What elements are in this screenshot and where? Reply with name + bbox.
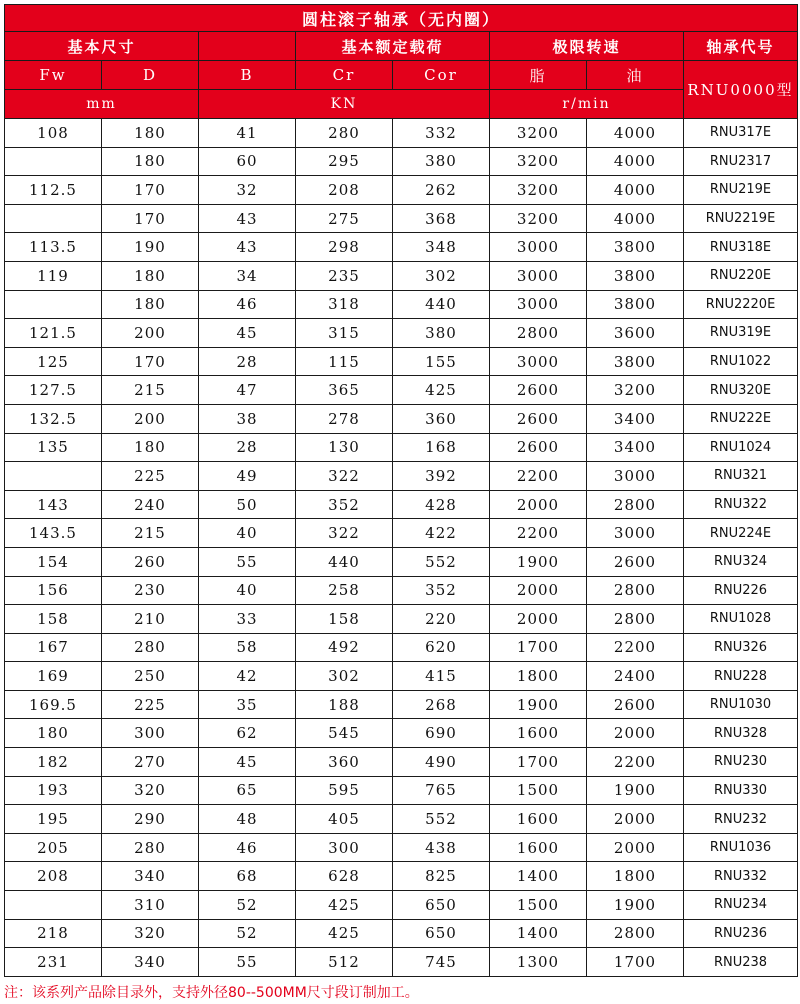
cell-cor: 220 [393, 605, 490, 634]
cell-cor: 620 [393, 633, 490, 662]
blank-header [199, 32, 296, 61]
cell-oil: 3800 [587, 233, 684, 262]
cell-fw: 121.5 [5, 319, 102, 348]
cell-oil: 2800 [587, 919, 684, 948]
cell-fw: 169 [5, 662, 102, 691]
cell-d: 190 [102, 233, 199, 262]
cell-cor: 332 [393, 119, 490, 148]
cell-cor: 552 [393, 547, 490, 576]
cell-fw: 208 [5, 862, 102, 891]
cell-d: 340 [102, 862, 199, 891]
table-row [5, 204, 798, 233]
cell-cor: 440 [393, 290, 490, 319]
cell-cr: 440 [296, 547, 393, 576]
load-rating-header: 基本额定载荷 [296, 32, 490, 61]
cell-grease: 1500 [490, 776, 587, 805]
cell-cr: 298 [296, 233, 393, 262]
cell-fw: 158 [5, 605, 102, 634]
cell-d: 320 [102, 776, 199, 805]
cell-oil: 1900 [587, 776, 684, 805]
table-row [5, 605, 798, 634]
cell-grease: 2600 [490, 433, 587, 462]
cell-cr: 425 [296, 891, 393, 920]
table-row [5, 519, 798, 548]
cell-code: RNU324 [684, 547, 798, 576]
cell-code: RNU224E [684, 519, 798, 548]
cell-code: RNU222E [684, 404, 798, 433]
cell-oil: 4000 [587, 147, 684, 176]
cell-b: 42 [199, 662, 296, 691]
cell-cr: 115 [296, 347, 393, 376]
cell-fw: 169.5 [5, 690, 102, 719]
cell-d: 270 [102, 748, 199, 777]
cell-b: 34 [199, 261, 296, 290]
table-row [5, 233, 798, 262]
cell-b: 47 [199, 376, 296, 405]
table-row [5, 919, 798, 948]
cell-oil: 2400 [587, 662, 684, 691]
bearing-table [4, 4, 798, 977]
cell-grease: 1400 [490, 862, 587, 891]
cell-code: RNU319E [684, 319, 798, 348]
cell-cr: 492 [296, 633, 393, 662]
cell-grease: 3200 [490, 119, 587, 148]
series-header: RNU0000型 [684, 61, 798, 119]
cell-cr: 158 [296, 605, 393, 634]
cell-b: 35 [199, 690, 296, 719]
cell-cor: 268 [393, 690, 490, 719]
cell-oil: 2800 [587, 490, 684, 519]
cell-code: RNU228 [684, 662, 798, 691]
unit-header-row [5, 90, 798, 119]
cell-oil: 3600 [587, 319, 684, 348]
table-row [5, 404, 798, 433]
cell-fw: 167 [5, 633, 102, 662]
cell-b: 43 [199, 233, 296, 262]
cell-fw: 143.5 [5, 519, 102, 548]
cell-fw: 231 [5, 948, 102, 977]
cell-d: 180 [102, 147, 199, 176]
oil-header: 油 [587, 61, 684, 90]
cell-d: 180 [102, 261, 199, 290]
cell-fw: 154 [5, 547, 102, 576]
cell-cr: 302 [296, 662, 393, 691]
cell-fw: 127.5 [5, 376, 102, 405]
cell-fw: 113.5 [5, 233, 102, 262]
cor-header: Cor [393, 61, 490, 90]
cell-code: RNU326 [684, 633, 798, 662]
cell-d: 230 [102, 576, 199, 605]
cell-cor: 368 [393, 204, 490, 233]
cell-fw [5, 204, 102, 233]
speed-limit-header: 极限转速 [490, 32, 684, 61]
cell-b: 40 [199, 576, 296, 605]
cell-oil: 2000 [587, 805, 684, 834]
cell-oil: 2000 [587, 719, 684, 748]
cell-grease: 1400 [490, 919, 587, 948]
cell-b: 50 [199, 490, 296, 519]
cell-d: 280 [102, 633, 199, 662]
footnote: 注：该系列产品除目录外，支持外径80--500MM尺寸段订制加工。 [4, 985, 419, 1001]
cell-grease: 1700 [490, 748, 587, 777]
cell-cor: 425 [393, 376, 490, 405]
table-row [5, 662, 798, 691]
cell-oil: 4000 [587, 204, 684, 233]
cell-d: 290 [102, 805, 199, 834]
cell-grease: 1900 [490, 547, 587, 576]
cell-b: 46 [199, 833, 296, 862]
cell-b: 33 [199, 605, 296, 634]
cell-fw: 180 [5, 719, 102, 748]
table-row [5, 290, 798, 319]
cell-fw: 195 [5, 805, 102, 834]
table-row [5, 147, 798, 176]
cell-d: 225 [102, 462, 199, 491]
cell-cor: 348 [393, 233, 490, 262]
d-header: D [102, 61, 199, 90]
group-header-row [5, 32, 798, 61]
cell-b: 49 [199, 462, 296, 491]
cell-cr: 295 [296, 147, 393, 176]
cell-cr: 322 [296, 462, 393, 491]
cell-cr: 595 [296, 776, 393, 805]
cell-grease: 3000 [490, 233, 587, 262]
cell-grease: 2000 [490, 490, 587, 519]
cell-cor: 825 [393, 862, 490, 891]
cell-b: 28 [199, 347, 296, 376]
cell-d: 300 [102, 719, 199, 748]
cell-b: 45 [199, 319, 296, 348]
cell-d: 200 [102, 319, 199, 348]
cell-cor: 155 [393, 347, 490, 376]
cell-cor: 490 [393, 748, 490, 777]
table-row [5, 805, 798, 834]
cell-code: RNU234 [684, 891, 798, 920]
cell-code: RNU1036 [684, 833, 798, 862]
table-row [5, 719, 798, 748]
cell-cr: 130 [296, 433, 393, 462]
table-row [5, 833, 798, 862]
table-row [5, 690, 798, 719]
cell-oil: 3000 [587, 519, 684, 548]
cell-grease: 1700 [490, 633, 587, 662]
cell-oil: 2000 [587, 833, 684, 862]
cell-code: RNU236 [684, 919, 798, 948]
cell-b: 45 [199, 748, 296, 777]
cell-cr: 300 [296, 833, 393, 862]
cell-grease: 2000 [490, 576, 587, 605]
cell-d: 225 [102, 690, 199, 719]
cell-d: 170 [102, 204, 199, 233]
cell-b: 32 [199, 176, 296, 205]
cell-code: RNU321 [684, 462, 798, 491]
cell-b: 55 [199, 948, 296, 977]
cell-cr: 258 [296, 576, 393, 605]
cell-b: 48 [199, 805, 296, 834]
table-row [5, 776, 798, 805]
cell-cor: 392 [393, 462, 490, 491]
cell-b: 52 [199, 891, 296, 920]
cell-oil: 3000 [587, 462, 684, 491]
cell-code: RNU317E [684, 119, 798, 148]
cell-b: 60 [199, 147, 296, 176]
cell-cor: 262 [393, 176, 490, 205]
table-row [5, 633, 798, 662]
cell-cor: 360 [393, 404, 490, 433]
cell-code: RNU2219E [684, 204, 798, 233]
cell-fw [5, 891, 102, 920]
cell-grease: 3200 [490, 147, 587, 176]
cell-grease: 1600 [490, 833, 587, 862]
cell-grease: 2600 [490, 376, 587, 405]
cell-grease: 1300 [490, 948, 587, 977]
cell-oil: 3400 [587, 433, 684, 462]
table-row [5, 347, 798, 376]
cell-d: 240 [102, 490, 199, 519]
cell-code: RNU238 [684, 948, 798, 977]
cell-b: 52 [199, 919, 296, 948]
cell-cor: 422 [393, 519, 490, 548]
cell-oil: 2600 [587, 690, 684, 719]
cell-cor: 380 [393, 147, 490, 176]
cell-b: 40 [199, 519, 296, 548]
cell-cr: 208 [296, 176, 393, 205]
cell-oil: 1700 [587, 948, 684, 977]
cell-oil: 4000 [587, 119, 684, 148]
cell-grease: 1800 [490, 662, 587, 691]
cell-code: RNU1028 [684, 605, 798, 634]
cell-d: 180 [102, 433, 199, 462]
cell-d: 170 [102, 347, 199, 376]
cell-code: RNU1030 [684, 690, 798, 719]
cell-grease: 1600 [490, 719, 587, 748]
cell-grease: 3000 [490, 347, 587, 376]
cell-d: 200 [102, 404, 199, 433]
cell-oil: 2200 [587, 633, 684, 662]
cell-cr: 628 [296, 862, 393, 891]
cell-grease: 1600 [490, 805, 587, 834]
table-row [5, 547, 798, 576]
cell-cr: 278 [296, 404, 393, 433]
cell-cr: 275 [296, 204, 393, 233]
cell-cor: 352 [393, 576, 490, 605]
basic-size-header: 基本尺寸 [5, 32, 199, 61]
fw-header: Fw [5, 61, 102, 90]
cr-header: Cr [296, 61, 393, 90]
cell-fw: 218 [5, 919, 102, 948]
cell-cr: 352 [296, 490, 393, 519]
cell-code: RNU328 [684, 719, 798, 748]
cell-code: RNU332 [684, 862, 798, 891]
cell-oil: 3800 [587, 290, 684, 319]
cell-fw: 112.5 [5, 176, 102, 205]
cell-oil: 3400 [587, 404, 684, 433]
cell-cr: 318 [296, 290, 393, 319]
cell-d: 250 [102, 662, 199, 691]
cell-b: 38 [199, 404, 296, 433]
cell-oil: 2200 [587, 748, 684, 777]
cell-cor: 650 [393, 891, 490, 920]
cell-cr: 280 [296, 119, 393, 148]
cell-cor: 650 [393, 919, 490, 948]
cell-d: 310 [102, 891, 199, 920]
table-row [5, 119, 798, 148]
cell-grease: 3000 [490, 290, 587, 319]
cell-cor: 765 [393, 776, 490, 805]
table-row [5, 490, 798, 519]
cell-cr: 315 [296, 319, 393, 348]
table-title: 圆柱滚子轴承（无内圈） [5, 5, 798, 32]
cell-cr: 512 [296, 948, 393, 977]
cell-grease: 3000 [490, 261, 587, 290]
cell-code: RNU230 [684, 748, 798, 777]
cell-cr: 360 [296, 748, 393, 777]
cell-oil: 3800 [587, 347, 684, 376]
cell-cr: 322 [296, 519, 393, 548]
cell-code: RNU2317 [684, 147, 798, 176]
cell-cr: 425 [296, 919, 393, 948]
cell-cor: 380 [393, 319, 490, 348]
cell-cor: 552 [393, 805, 490, 834]
cell-d: 260 [102, 547, 199, 576]
cell-grease: 2000 [490, 605, 587, 634]
cell-cr: 545 [296, 719, 393, 748]
cell-oil: 3200 [587, 376, 684, 405]
cell-cr: 405 [296, 805, 393, 834]
cell-grease: 3200 [490, 176, 587, 205]
cell-cor: 745 [393, 948, 490, 977]
cell-fw: 193 [5, 776, 102, 805]
cell-code: RNU2220E [684, 290, 798, 319]
cell-d: 210 [102, 605, 199, 634]
cell-code: RNU330 [684, 776, 798, 805]
cell-d: 180 [102, 119, 199, 148]
cell-cr: 235 [296, 261, 393, 290]
unit-mm: mm [5, 90, 199, 119]
cell-cor: 690 [393, 719, 490, 748]
table-row [5, 261, 798, 290]
cell-grease: 2800 [490, 319, 587, 348]
table-row [5, 376, 798, 405]
cell-grease: 2600 [490, 404, 587, 433]
cell-oil: 1800 [587, 862, 684, 891]
cell-d: 340 [102, 948, 199, 977]
cell-b: 65 [199, 776, 296, 805]
cell-b: 43 [199, 204, 296, 233]
b-header: B [199, 61, 296, 90]
cell-cr: 188 [296, 690, 393, 719]
cell-oil: 4000 [587, 176, 684, 205]
cell-oil: 2600 [587, 547, 684, 576]
cell-d: 215 [102, 376, 199, 405]
cell-code: RNU1022 [684, 347, 798, 376]
cell-cor: 415 [393, 662, 490, 691]
cell-fw: 119 [5, 261, 102, 290]
cell-d: 215 [102, 519, 199, 548]
table-row [5, 948, 798, 977]
cell-b: 28 [199, 433, 296, 462]
cell-code: RNU232 [684, 805, 798, 834]
cell-b: 46 [199, 290, 296, 319]
cell-d: 320 [102, 919, 199, 948]
grease-header: 脂 [490, 61, 587, 90]
cell-grease: 1900 [490, 690, 587, 719]
cell-code: RNU322 [684, 490, 798, 519]
table-row [5, 433, 798, 462]
cell-fw: 143 [5, 490, 102, 519]
cell-grease: 3200 [490, 204, 587, 233]
cell-grease: 2200 [490, 519, 587, 548]
cell-fw [5, 147, 102, 176]
cell-b: 55 [199, 547, 296, 576]
cell-oil: 3800 [587, 261, 684, 290]
cell-cor: 438 [393, 833, 490, 862]
unit-rpm: r/min [490, 90, 684, 119]
cell-fw: 182 [5, 748, 102, 777]
table-row [5, 576, 798, 605]
cell-grease: 2200 [490, 462, 587, 491]
cell-cor: 428 [393, 490, 490, 519]
cell-cor: 302 [393, 261, 490, 290]
column-header-row [5, 61, 798, 90]
cell-fw: 125 [5, 347, 102, 376]
cell-b: 58 [199, 633, 296, 662]
table-row [5, 319, 798, 348]
cell-code: RNU320E [684, 376, 798, 405]
table-row [5, 176, 798, 205]
unit-kn: KN [199, 90, 490, 119]
cell-b: 41 [199, 119, 296, 148]
bearing-code-header: 轴承代号 [684, 32, 798, 61]
cell-cor: 168 [393, 433, 490, 462]
cell-fw [5, 290, 102, 319]
cell-fw [5, 462, 102, 491]
cell-oil: 2800 [587, 605, 684, 634]
cell-fw: 135 [5, 433, 102, 462]
cell-fw: 132.5 [5, 404, 102, 433]
table-row [5, 748, 798, 777]
cell-code: RNU220E [684, 261, 798, 290]
cell-code: RNU318E [684, 233, 798, 262]
cell-code: RNU1024 [684, 433, 798, 462]
cell-oil: 1900 [587, 891, 684, 920]
cell-b: 68 [199, 862, 296, 891]
cell-fw: 205 [5, 833, 102, 862]
title-row [5, 5, 798, 32]
cell-d: 170 [102, 176, 199, 205]
cell-d: 180 [102, 290, 199, 319]
cell-code: RNU226 [684, 576, 798, 605]
table-row [5, 891, 798, 920]
cell-fw: 156 [5, 576, 102, 605]
cell-d: 280 [102, 833, 199, 862]
cell-grease: 1500 [490, 891, 587, 920]
cell-cr: 365 [296, 376, 393, 405]
table-row [5, 462, 798, 491]
table-row [5, 862, 798, 891]
cell-fw: 108 [5, 119, 102, 148]
cell-b: 62 [199, 719, 296, 748]
cell-code: RNU219E [684, 176, 798, 205]
cell-oil: 2800 [587, 576, 684, 605]
